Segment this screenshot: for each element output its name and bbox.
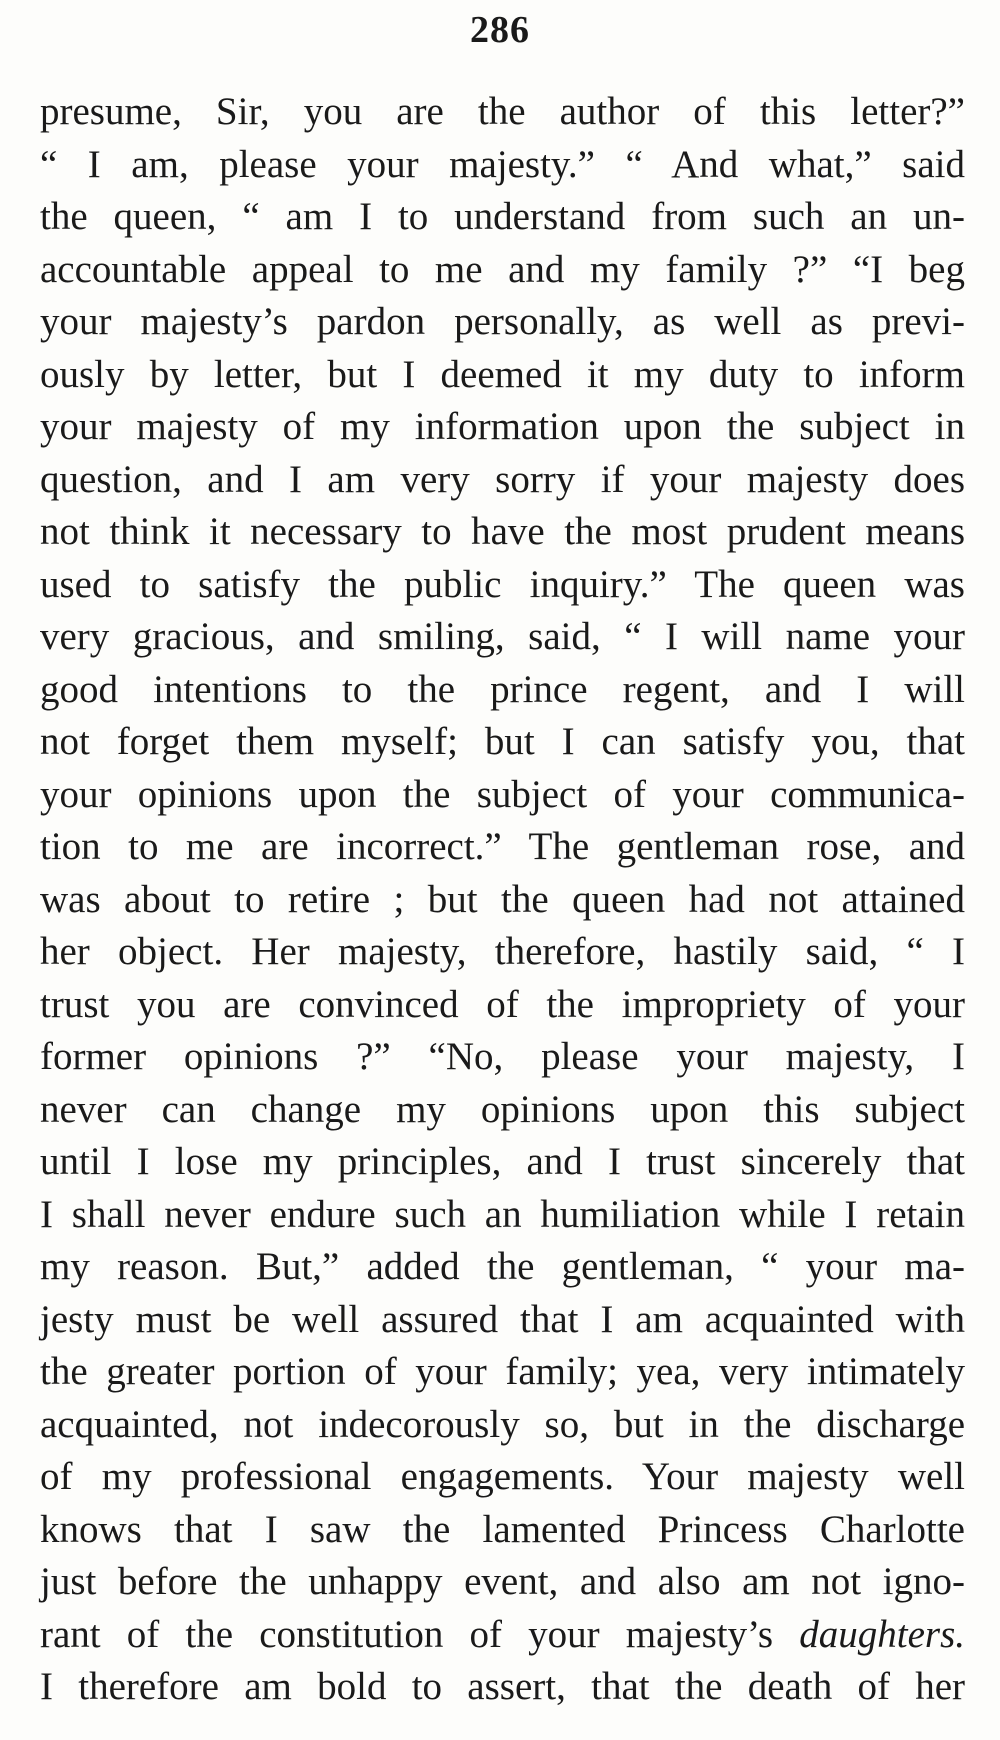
text-line: jesty must be well assured that I am acquainted with — [40, 1297, 965, 1341]
text-line: very gracious, and smiling, said, “ I will name your — [40, 615, 965, 658]
text-line: your majesty of my information upon the subject in — [40, 405, 965, 448]
text-line: used to satisfy the public inquiry.” The queen was — [40, 562, 965, 606]
text-line: the greater portion of your family; yea, very intimately — [40, 1350, 965, 1393]
text-line: her object. Her majesty, therefore, hastily said, “ I — [40, 930, 965, 973]
text-line: I shall never endure such an humiliation while I retain — [40, 1192, 965, 1236]
text-line: “ I am, please your majesty.” “ And what,” said — [40, 142, 965, 186]
text-line: I therefore am bold to assert, that the death of her — [40, 1665, 965, 1708]
text-line: acquainted, not indecorously so, but in the discharge — [40, 1402, 965, 1446]
body-text — [40, 86, 965, 1714]
text-line: good intentions to the prince regent, and I will — [40, 667, 965, 711]
text-line-roman-part: rant of the constitution of your majesty’s — [40, 1612, 774, 1656]
text-line: ously by letter, but I deemed it my duty to inform — [40, 352, 965, 396]
italic-word: daughters. — [799, 1612, 965, 1656]
text-line: my reason. But,” added the gentleman, “ your ma- — [40, 1245, 965, 1288]
text-line: the queen, “ am I to understand from such an un- — [40, 195, 965, 238]
text-line: former opinions ?” “No, please your majesty, I — [40, 1035, 965, 1078]
text-line: your majesty’s pardon personally, as well as previ- — [40, 300, 965, 343]
text-line: just before the unhappy event, and also am not igno- — [40, 1560, 965, 1603]
text-line-with-italic — [40, 1609, 965, 1662]
text-line: question, and I am very sorry if your majesty does — [40, 457, 965, 501]
text-line: presume, Sir, you are the author of this letter?” — [40, 90, 965, 133]
text-line: was about to retire ; but the queen had not attained — [40, 877, 965, 921]
text-line: of my professional engagements. Your majesty well — [40, 1455, 965, 1498]
text-line: knows that I saw the lamented Princess Charlotte — [40, 1507, 965, 1551]
text-line: tion to me are incorrect.” The gentleman rose, and — [40, 825, 965, 868]
text-line: never can change my opinions upon this subject — [40, 1087, 965, 1131]
text-line: accountable appeal to me and my family ?” “I beg — [40, 247, 965, 291]
text-line: your opinions upon the subject of your communica- — [40, 772, 965, 816]
page-number: 286 — [470, 9, 530, 51]
text-line: until I lose my principles, and I trust sincerely that — [40, 1140, 965, 1183]
text-line: trust you are convinced of the impropriety of your — [40, 982, 965, 1026]
text-line: not forget them myself; but I can satisfy you, that — [40, 720, 965, 763]
text-line: not think it necessary to have the most prudent means — [40, 510, 965, 553]
